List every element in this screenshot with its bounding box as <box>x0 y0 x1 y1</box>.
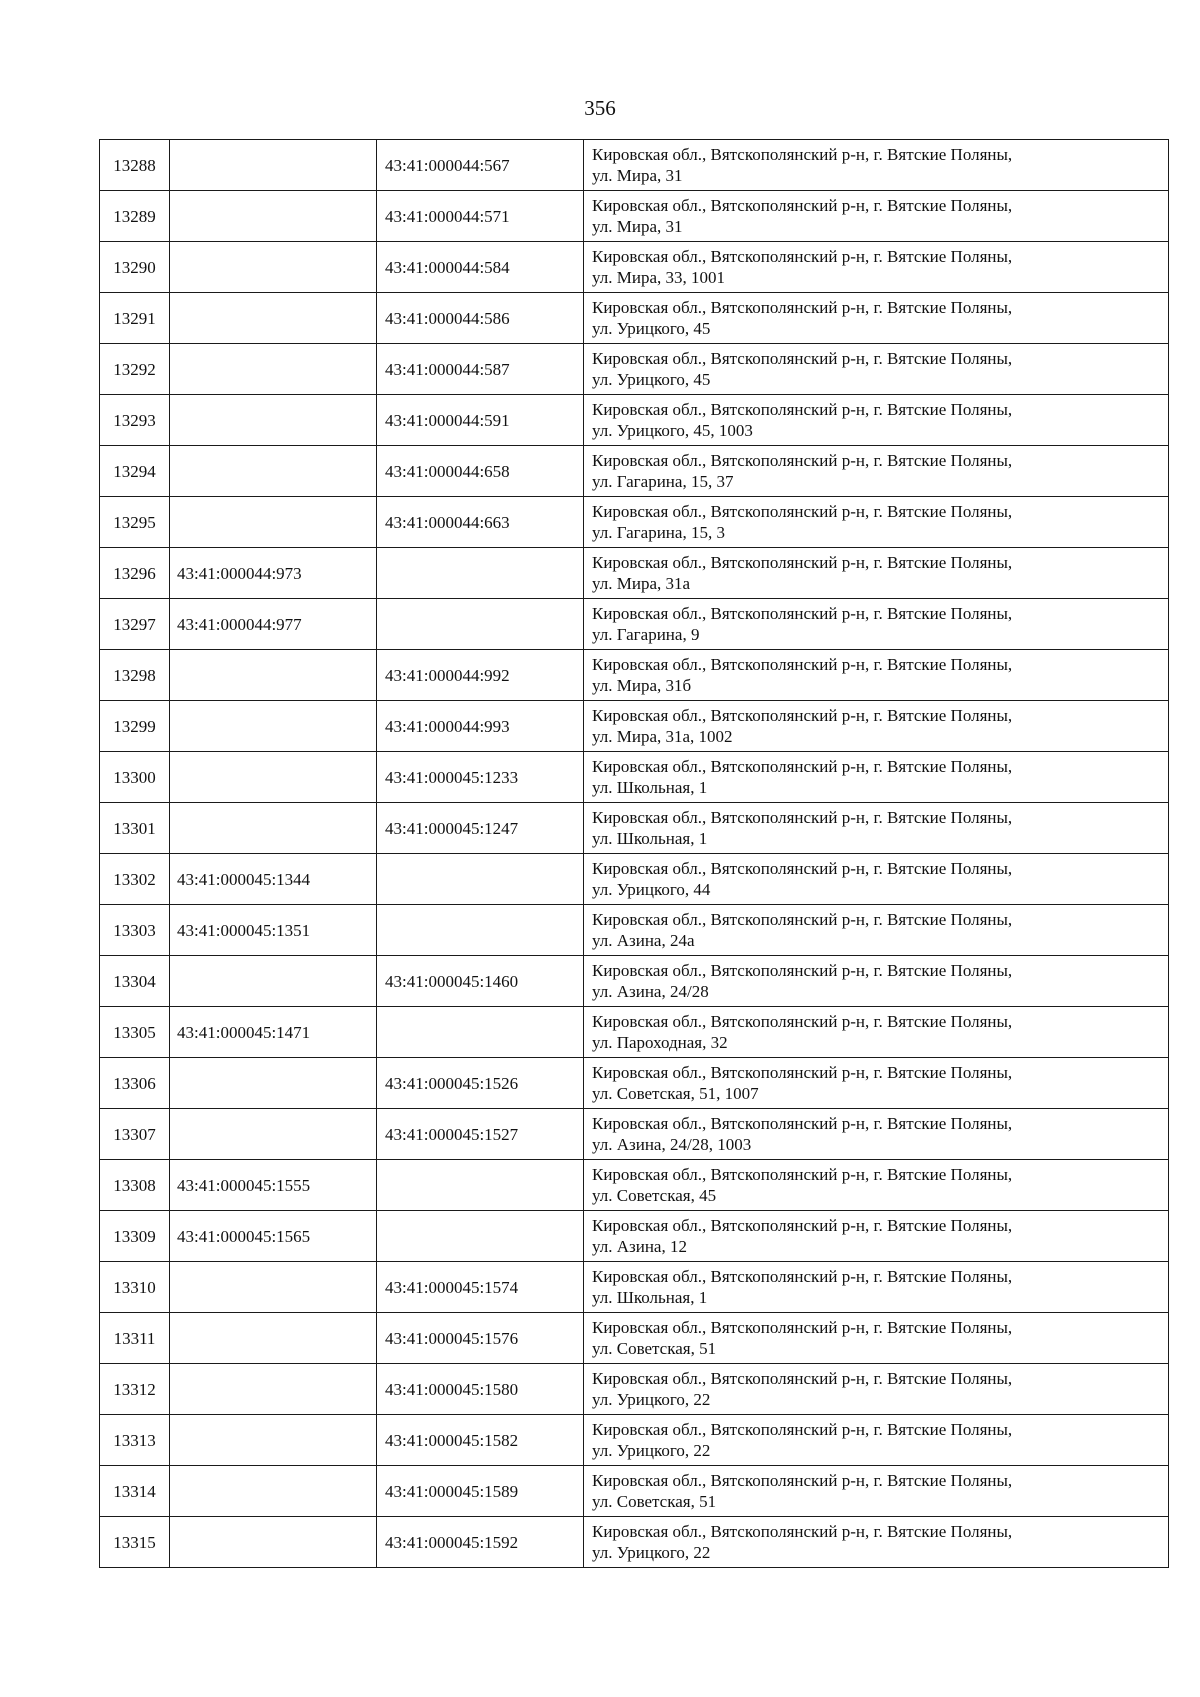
row-number: 13303 <box>100 905 170 956</box>
cadastral-number-parcel: 43:41:000044:977 <box>170 599 377 650</box>
address-cell <box>584 344 1169 395</box>
address-cell <box>584 752 1169 803</box>
address-line-street: ул. Урицкого, 22 <box>592 1390 711 1409</box>
address-line-region: Кировская обл., Вятскополянский р-н, г. Вятские Поляны, <box>592 1216 1013 1235</box>
cadastral-number-building: 43:41:000044:567 <box>377 140 584 191</box>
address-line-street: ул. Советская, 51 <box>592 1339 717 1358</box>
row-number: 13293 <box>100 395 170 446</box>
address-cell <box>584 1262 1169 1313</box>
cadastral-number-building: 43:41:000045:1574 <box>377 1262 584 1313</box>
address-line-region: Кировская обл., Вятскополянский р-н, г. Вятские Поляны, <box>592 757 1013 776</box>
address-cell <box>584 1160 1169 1211</box>
address-line-street: ул. Гагарина, 15, 3 <box>592 523 725 542</box>
property-table <box>99 139 1169 1568</box>
cadastral-number-parcel <box>170 140 377 191</box>
address-line-street: ул. Урицкого, 22 <box>592 1543 711 1562</box>
address-line-street: ул. Советская, 45 <box>592 1186 717 1205</box>
cadastral-number-parcel <box>170 650 377 701</box>
address-line-street: ул. Школьная, 1 <box>592 829 708 848</box>
address-cell <box>584 650 1169 701</box>
cadastral-number-parcel <box>170 497 377 548</box>
cadastral-number-building: 43:41:000045:1233 <box>377 752 584 803</box>
address-cell <box>584 1007 1169 1058</box>
row-number: 13304 <box>100 956 170 1007</box>
address-line-street: ул. Мира, 31 <box>592 166 683 185</box>
row-number: 13314 <box>100 1466 170 1517</box>
address-line-region: Кировская обл., Вятскополянский р-н, г. Вятские Поляны, <box>592 349 1013 368</box>
table-row <box>100 1109 1169 1160</box>
table-row <box>100 650 1169 701</box>
address-line-street: ул. Гагарина, 9 <box>592 625 700 644</box>
cadastral-number-building: 43:41:000045:1247 <box>377 803 584 854</box>
cadastral-number-building: 43:41:000044:571 <box>377 191 584 242</box>
table-row <box>100 1058 1169 1109</box>
row-number: 13290 <box>100 242 170 293</box>
row-number: 13301 <box>100 803 170 854</box>
address-line-region: Кировская обл., Вятскополянский р-н, г. Вятские Поляны, <box>592 145 1013 164</box>
address-line-street: ул. Гагарина, 15, 37 <box>592 472 734 491</box>
cadastral-number-parcel: 43:41:000045:1555 <box>170 1160 377 1211</box>
cadastral-number-building: 43:41:000045:1460 <box>377 956 584 1007</box>
table-row <box>100 854 1169 905</box>
cadastral-number-parcel <box>170 395 377 446</box>
row-number: 13309 <box>100 1211 170 1262</box>
address-cell <box>584 803 1169 854</box>
address-cell <box>584 1517 1169 1568</box>
row-number: 13307 <box>100 1109 170 1160</box>
cadastral-number-building: 43:41:000045:1526 <box>377 1058 584 1109</box>
cadastral-number-parcel: 43:41:000045:1471 <box>170 1007 377 1058</box>
cadastral-number-parcel: 43:41:000045:1565 <box>170 1211 377 1262</box>
cadastral-number-parcel <box>170 1415 377 1466</box>
address-cell <box>584 854 1169 905</box>
address-line-street: ул. Мира, 31а <box>592 574 691 593</box>
address-line-region: Кировская обл., Вятскополянский р-н, г. Вятские Поляны, <box>592 961 1013 980</box>
address-cell <box>584 1109 1169 1160</box>
table-row <box>100 548 1169 599</box>
table-row <box>100 1364 1169 1415</box>
page-number: 356 <box>584 96 616 120</box>
row-number: 13297 <box>100 599 170 650</box>
cadastral-number-parcel: 43:41:000044:973 <box>170 548 377 599</box>
cadastral-number-parcel <box>170 752 377 803</box>
table-row <box>100 344 1169 395</box>
address-cell <box>584 242 1169 293</box>
table-row <box>100 1415 1169 1466</box>
cadastral-number-building: 43:41:000044:992 <box>377 650 584 701</box>
address-line-region: Кировская обл., Вятскополянский р-н, г. Вятские Поляны, <box>592 1522 1013 1541</box>
table-row <box>100 752 1169 803</box>
cadastral-number-building: 43:41:000045:1576 <box>377 1313 584 1364</box>
address-cell <box>584 1313 1169 1364</box>
address-line-street: ул. Мира, 31 <box>592 217 683 236</box>
row-number: 13308 <box>100 1160 170 1211</box>
address-line-region: Кировская обл., Вятскополянский р-н, г. Вятские Поляны, <box>592 451 1013 470</box>
table-row <box>100 242 1169 293</box>
address-line-region: Кировская обл., Вятскополянский р-н, г. Вятские Поляны, <box>592 604 1013 623</box>
cadastral-number-parcel <box>170 1262 377 1313</box>
table-row <box>100 1517 1169 1568</box>
cadastral-number-building: 43:41:000044:658 <box>377 446 584 497</box>
table-row <box>100 191 1169 242</box>
cadastral-number-building: 43:41:000044:587 <box>377 344 584 395</box>
row-number: 13315 <box>100 1517 170 1568</box>
address-cell <box>584 956 1169 1007</box>
cadastral-number-parcel <box>170 1364 377 1415</box>
cadastral-number-parcel <box>170 1058 377 1109</box>
table-row <box>100 1007 1169 1058</box>
cadastral-number-parcel: 43:41:000045:1344 <box>170 854 377 905</box>
address-line-street: ул. Мира, 31а, 1002 <box>592 727 733 746</box>
table-row <box>100 1313 1169 1364</box>
address-line-region: Кировская обл., Вятскополянский р-н, г. Вятские Поляны, <box>592 859 1013 878</box>
address-cell <box>584 395 1169 446</box>
row-number: 13294 <box>100 446 170 497</box>
row-number: 13296 <box>100 548 170 599</box>
address-line-region: Кировская обл., Вятскополянский р-н, г. Вятские Поляны, <box>592 298 1013 317</box>
address-line-street: ул. Мира, 31б <box>592 676 692 695</box>
row-number: 13289 <box>100 191 170 242</box>
address-line-region: Кировская обл., Вятскополянский р-н, г. Вятские Поляны, <box>592 502 1013 521</box>
row-number: 13310 <box>100 1262 170 1313</box>
address-line-street: ул. Пароходная, 32 <box>592 1033 728 1052</box>
row-number: 13295 <box>100 497 170 548</box>
address-line-region: Кировская обл., Вятскополянский р-н, г. Вятские Поляны, <box>592 1420 1013 1439</box>
table-row <box>100 1211 1169 1262</box>
cadastral-number-parcel <box>170 242 377 293</box>
address-line-street: ул. Урицкого, 45, 1003 <box>592 421 753 440</box>
address-cell <box>584 548 1169 599</box>
address-line-street: ул. Школьная, 1 <box>592 1288 708 1307</box>
row-number: 13311 <box>100 1313 170 1364</box>
table-row <box>100 497 1169 548</box>
row-number: 13298 <box>100 650 170 701</box>
table-row <box>100 395 1169 446</box>
address-line-street: ул. Урицкого, 44 <box>592 880 711 899</box>
address-line-region: Кировская обл., Вятскополянский р-н, г. Вятские Поляны, <box>592 1063 1013 1082</box>
cadastral-number-building: 43:41:000044:663 <box>377 497 584 548</box>
address-line-street: ул. Советская, 51, 1007 <box>592 1084 759 1103</box>
table-row <box>100 293 1169 344</box>
cadastral-number-building: 43:41:000044:584 <box>377 242 584 293</box>
address-line-region: Кировская обл., Вятскополянский р-н, г. Вятские Поляны, <box>592 706 1013 725</box>
cadastral-number-building <box>377 1211 584 1262</box>
address-cell <box>584 140 1169 191</box>
address-line-region: Кировская обл., Вятскополянский р-н, г. Вятские Поляны, <box>592 1267 1013 1286</box>
table-row <box>100 446 1169 497</box>
address-line-street: ул. Азина, 12 <box>592 1237 687 1256</box>
cadastral-number-parcel <box>170 1517 377 1568</box>
table-row <box>100 1466 1169 1517</box>
address-line-street: ул. Мира, 33, 1001 <box>592 268 725 287</box>
row-number: 13299 <box>100 701 170 752</box>
address-line-street: ул. Азина, 24/28 <box>592 982 709 1001</box>
cadastral-number-parcel <box>170 803 377 854</box>
row-number: 13292 <box>100 344 170 395</box>
address-cell <box>584 1466 1169 1517</box>
table-row <box>100 1262 1169 1313</box>
row-number: 13305 <box>100 1007 170 1058</box>
row-number: 13300 <box>100 752 170 803</box>
cadastral-number-parcel <box>170 446 377 497</box>
cadastral-number-parcel: 43:41:000045:1351 <box>170 905 377 956</box>
cadastral-number-building: 43:41:000045:1527 <box>377 1109 584 1160</box>
address-cell <box>584 1058 1169 1109</box>
row-number: 13313 <box>100 1415 170 1466</box>
cadastral-number-building: 43:41:000045:1582 <box>377 1415 584 1466</box>
table-row <box>100 599 1169 650</box>
row-number: 13302 <box>100 854 170 905</box>
cadastral-number-parcel <box>170 701 377 752</box>
address-line-region: Кировская обл., Вятскополянский р-н, г. Вятские Поляны, <box>592 247 1013 266</box>
cadastral-number-building: 43:41:000045:1592 <box>377 1517 584 1568</box>
address-cell <box>584 1415 1169 1466</box>
address-line-region: Кировская обл., Вятскополянский р-н, г. Вятские Поляны, <box>592 400 1013 419</box>
address-line-region: Кировская обл., Вятскополянский р-н, г. Вятские Поляны, <box>592 655 1013 674</box>
address-cell <box>584 1364 1169 1415</box>
cadastral-number-building: 43:41:000045:1589 <box>377 1466 584 1517</box>
address-cell <box>584 599 1169 650</box>
row-number: 13306 <box>100 1058 170 1109</box>
cadastral-number-parcel <box>170 1466 377 1517</box>
address-line-region: Кировская обл., Вятскополянский р-н, г. Вятские Поляны, <box>592 1318 1013 1337</box>
cadastral-number-building: 43:41:000044:591 <box>377 395 584 446</box>
address-cell <box>584 905 1169 956</box>
table-row <box>100 905 1169 956</box>
table-body <box>100 140 1169 1568</box>
cadastral-number-parcel <box>170 956 377 1007</box>
cadastral-number-building <box>377 548 584 599</box>
address-line-street: ул. Азина, 24/28, 1003 <box>592 1135 752 1154</box>
address-line-region: Кировская обл., Вятскополянский р-н, г. Вятские Поляны, <box>592 808 1013 827</box>
cadastral-number-building: 43:41:000045:1580 <box>377 1364 584 1415</box>
cadastral-number-building: 43:41:000044:993 <box>377 701 584 752</box>
address-cell <box>584 497 1169 548</box>
cadastral-number-building: 43:41:000044:586 <box>377 293 584 344</box>
address-line-region: Кировская обл., Вятскополянский р-н, г. Вятские Поляны, <box>592 1165 1013 1184</box>
address-line-region: Кировская обл., Вятскополянский р-н, г. Вятские Поляны, <box>592 1012 1013 1031</box>
table-row <box>100 140 1169 191</box>
address-cell <box>584 191 1169 242</box>
address-line-region: Кировская обл., Вятскополянский р-н, г. Вятские Поляны, <box>592 910 1013 929</box>
table-row <box>100 1160 1169 1211</box>
table-row <box>100 956 1169 1007</box>
address-line-street: ул. Азина, 24а <box>592 931 695 950</box>
address-line-region: Кировская обл., Вятскополянский р-н, г. Вятские Поляны, <box>592 1114 1013 1133</box>
cadastral-number-parcel <box>170 344 377 395</box>
cadastral-number-parcel <box>170 1109 377 1160</box>
address-cell <box>584 293 1169 344</box>
cadastral-number-building <box>377 854 584 905</box>
table-row <box>100 701 1169 752</box>
address-line-region: Кировская обл., Вятскополянский р-н, г. Вятские Поляны, <box>592 196 1013 215</box>
row-number: 13312 <box>100 1364 170 1415</box>
address-line-street: ул. Урицкого, 45 <box>592 319 711 338</box>
address-line-region: Кировская обл., Вятскополянский р-н, г. Вятские Поляны, <box>592 1369 1013 1388</box>
table-row <box>100 803 1169 854</box>
address-line-region: Кировская обл., Вятскополянский р-н, г. Вятские Поляны, <box>592 1471 1013 1490</box>
address-cell <box>584 701 1169 752</box>
address-line-street: ул. Урицкого, 22 <box>592 1441 711 1460</box>
cadastral-number-building <box>377 599 584 650</box>
cadastral-number-building <box>377 905 584 956</box>
cadastral-number-parcel <box>170 191 377 242</box>
address-cell <box>584 1211 1169 1262</box>
address-cell <box>584 446 1169 497</box>
address-line-street: ул. Советская, 51 <box>592 1492 717 1511</box>
address-line-region: Кировская обл., Вятскополянский р-н, г. Вятские Поляны, <box>592 553 1013 572</box>
cadastral-number-parcel <box>170 1313 377 1364</box>
cadastral-number-building <box>377 1007 584 1058</box>
cadastral-number-building <box>377 1160 584 1211</box>
cadastral-number-parcel <box>170 293 377 344</box>
address-line-street: ул. Школьная, 1 <box>592 778 708 797</box>
row-number: 13288 <box>100 140 170 191</box>
row-number: 13291 <box>100 293 170 344</box>
address-line-street: ул. Урицкого, 45 <box>592 370 711 389</box>
